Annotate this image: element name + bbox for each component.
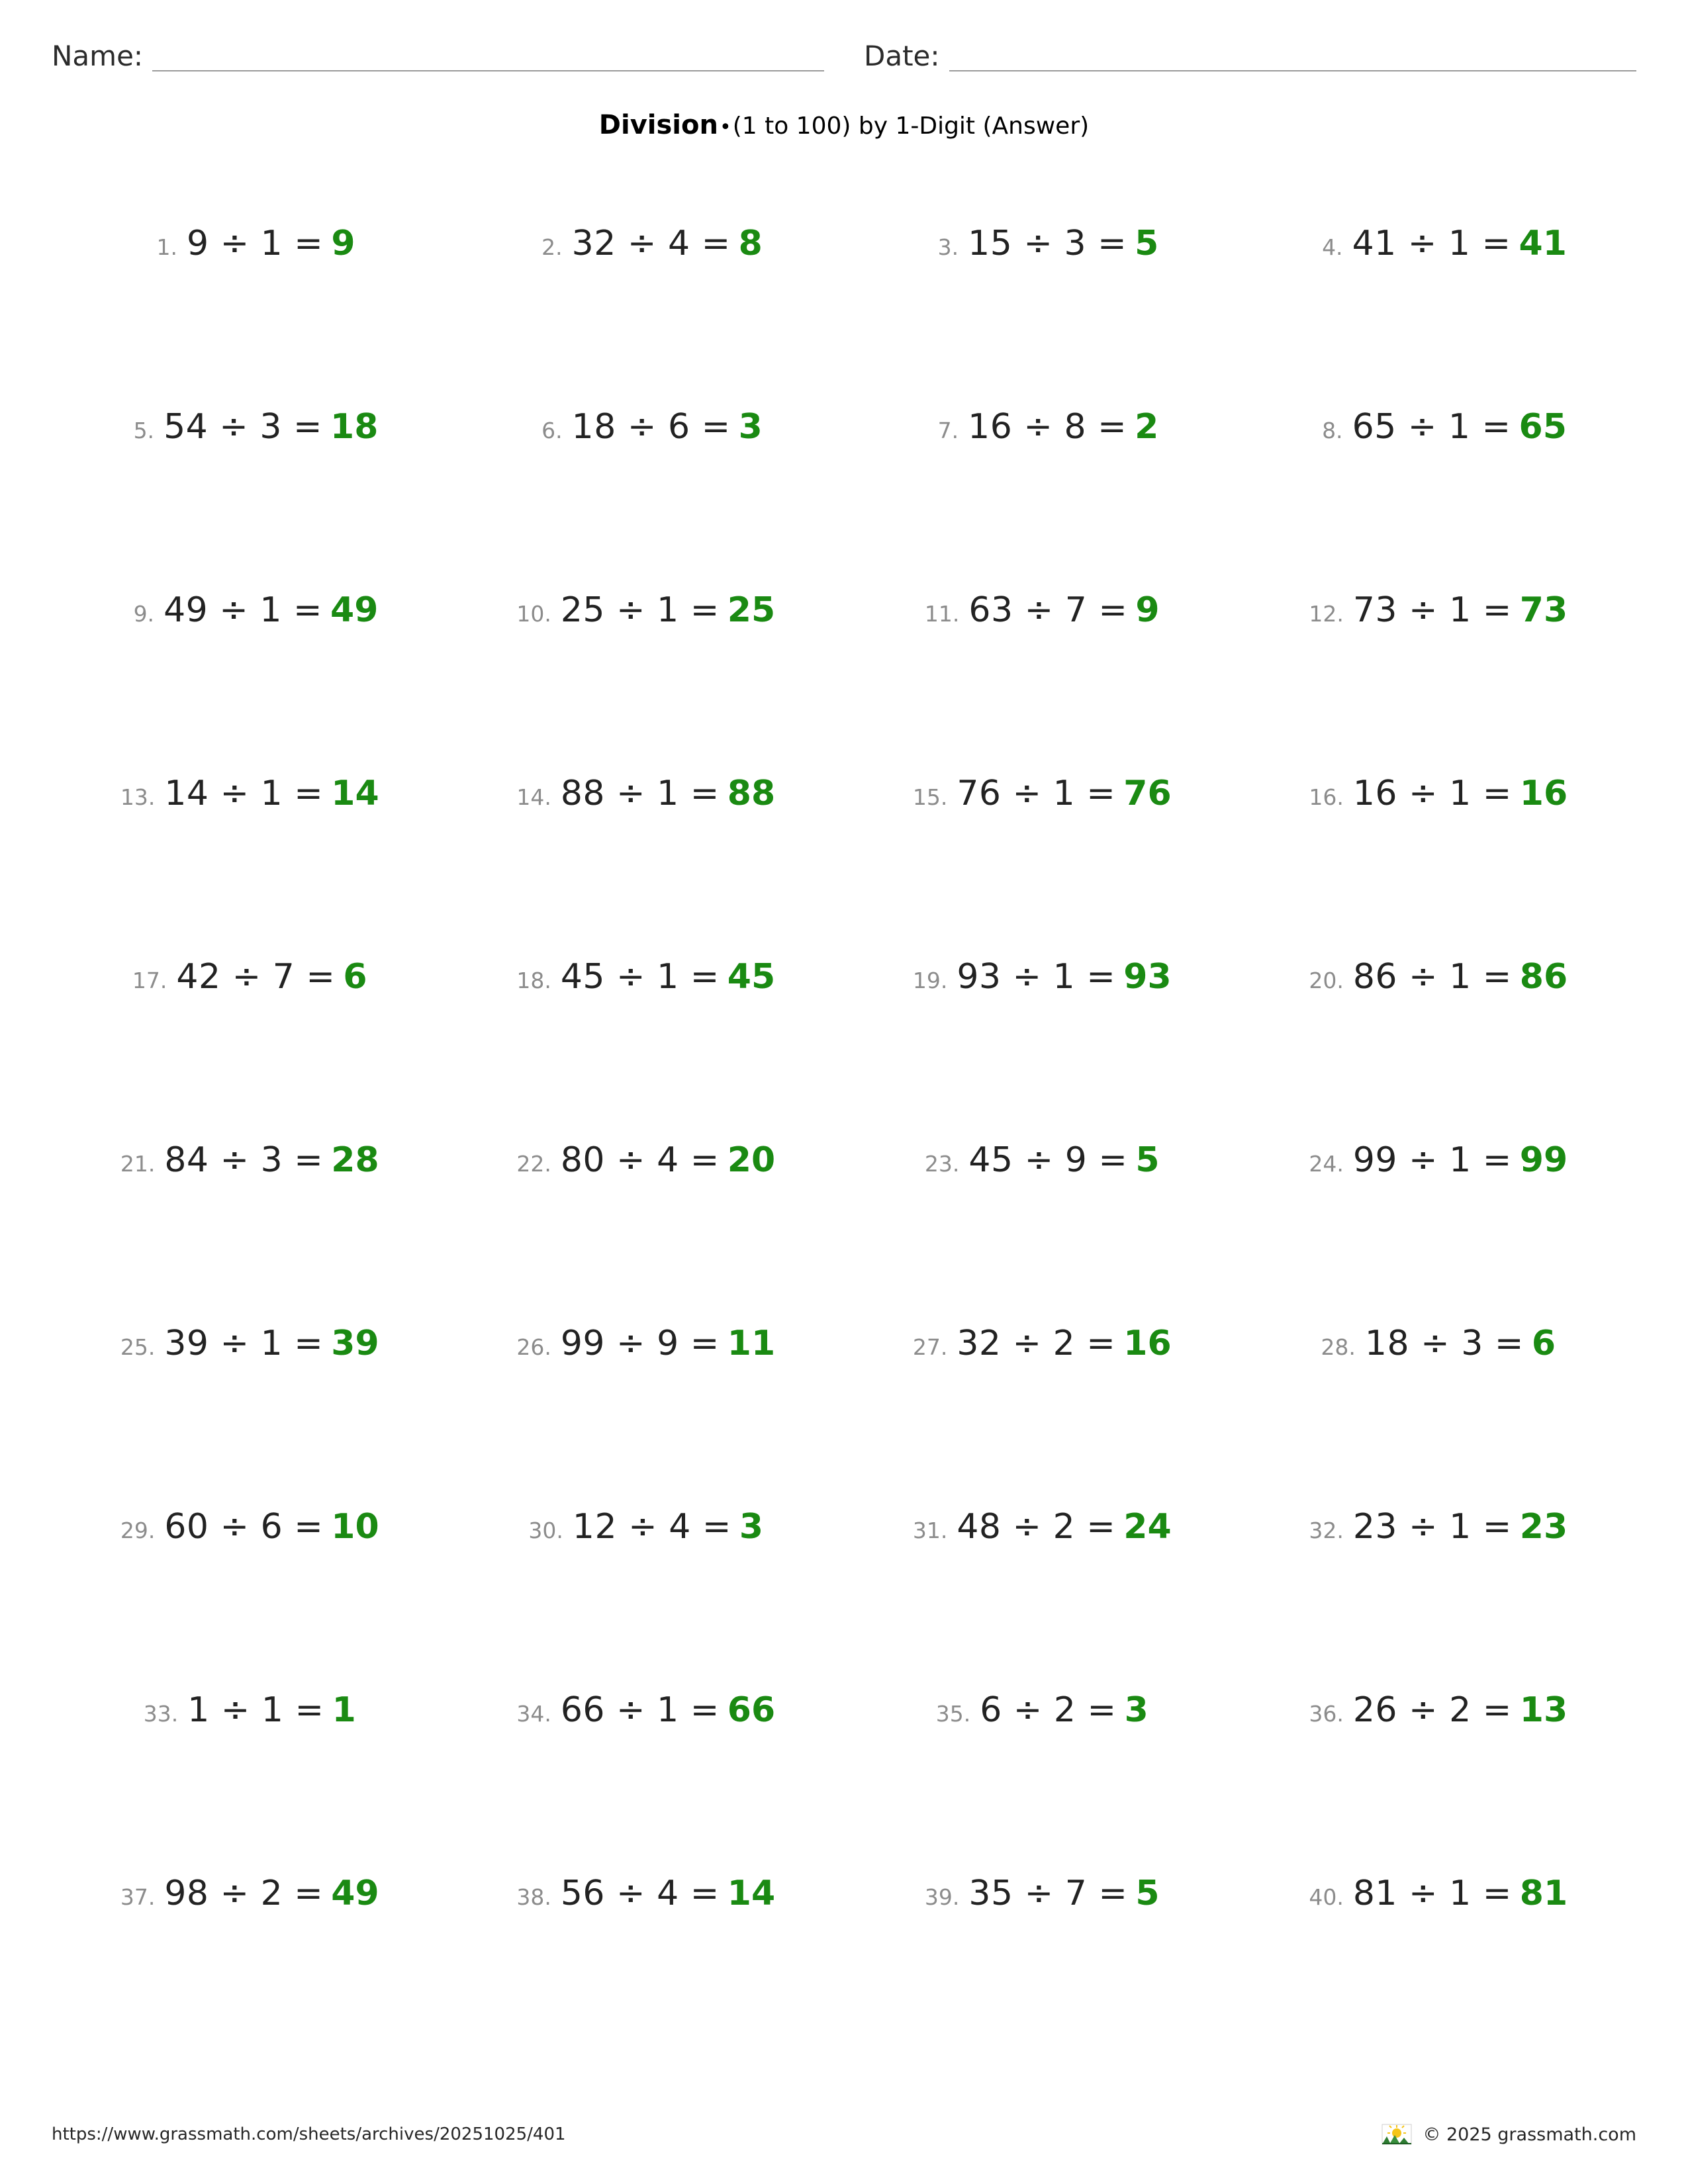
problem-answer: 16 [1519,774,1568,813]
problem-cell [844,1686,1241,1870]
problem-18 [516,957,775,997]
problem-16 [1309,774,1568,813]
problem-align-wrap [52,1874,448,1913]
problem-align-wrap [1241,590,1637,630]
problem-align-wrap [844,1874,1241,1913]
problem-13 [120,774,379,813]
problem-answer: 86 [1519,957,1568,997]
problem-expression: 6 ÷ 2 = [980,1690,1117,1730]
problem-expression: 93 ÷ 1 = [957,957,1116,997]
problem-answer: 41 [1519,224,1567,263]
problem-expression: 23 ÷ 1 = [1352,1507,1512,1547]
problem-cell [1241,770,1637,953]
problem-cell [448,403,845,586]
problem-3 [925,224,1158,263]
problem-cell [52,586,448,770]
problem-22 [516,1140,775,1180]
problem-cell [844,586,1241,770]
problem-expression: 60 ÷ 6 = [164,1507,324,1547]
problem-number: 39. [924,1884,960,1910]
problem-expression: 26 ÷ 2 = [1352,1690,1512,1730]
problem-expression: 84 ÷ 3 = [164,1140,324,1180]
problem-24 [1309,1140,1568,1180]
problem-19 [913,957,1172,997]
problem-26 [516,1324,775,1363]
problem-35 [936,1690,1149,1730]
problem-number: 14. [516,784,551,810]
problem-align-wrap [844,1324,1241,1363]
problem-number: 7. [937,418,959,443]
problem-number: 25. [120,1334,156,1360]
problem-expression: 76 ÷ 1 = [957,774,1116,813]
problem-number: 11. [924,601,960,627]
problem-answer: 24 [1123,1507,1172,1547]
problem-answer: 99 [1519,1140,1568,1180]
problem-answer: 65 [1519,407,1567,447]
problem-number: 19. [912,968,948,993]
problem-expression: 18 ÷ 6 = [571,407,731,447]
problem-10 [516,590,775,630]
problem-cell [52,1870,448,2053]
problem-36 [1309,1690,1568,1730]
problem-align-wrap [448,590,845,630]
problem-number: 6. [541,418,563,443]
problem-cell [844,953,1241,1136]
problem-answer: 45 [727,957,776,997]
problem-20 [1309,957,1568,997]
problem-align-wrap [844,1507,1241,1547]
problem-8 [1310,407,1567,447]
problem-number: 10. [516,601,551,627]
problem-answer: 5 [1135,1874,1160,1913]
problem-number: 5. [133,418,155,443]
problem-expression: 16 ÷ 1 = [1352,774,1512,813]
problem-align-wrap [1241,1690,1637,1730]
problem-align-wrap [1241,1324,1637,1363]
problem-number: 26. [516,1334,551,1360]
problem-expression: 39 ÷ 1 = [164,1324,324,1363]
problem-40 [1309,1874,1568,1913]
problem-cell [1241,1686,1637,1870]
problem-cell [448,586,845,770]
problem-number: 1. [156,234,177,260]
problem-6 [530,407,763,447]
problem-expression: 16 ÷ 8 = [968,407,1127,447]
date-field-group [864,40,1636,71]
problem-expression: 9 ÷ 1 = [186,224,324,263]
problem-7 [925,407,1158,447]
problem-cell [1241,586,1637,770]
problem-expression: 88 ÷ 1 = [560,774,720,813]
problem-expression: 54 ÷ 3 = [164,407,323,447]
problem-number: 29. [120,1518,156,1543]
problem-number: 18. [516,968,551,993]
problem-cell [52,953,448,1136]
problem-cell [844,403,1241,586]
problem-14 [516,774,775,813]
problem-number: 40. [1309,1884,1344,1910]
problem-number: 32. [1309,1518,1344,1543]
problem-12 [1309,590,1568,630]
problem-align-wrap [844,957,1241,997]
problem-27 [913,1324,1172,1363]
problem-expression: 56 ÷ 4 = [560,1874,720,1913]
problem-15 [913,774,1172,813]
name-field-group [52,40,824,71]
problem-25 [120,1324,379,1363]
date-input-line[interactable] [949,40,1636,71]
problem-cell [844,1320,1241,1503]
problem-number: 15. [912,784,948,810]
problem-expression: 41 ÷ 1 = [1352,224,1511,263]
problem-answer: 9 [1135,590,1160,630]
problem-answer: 10 [331,1507,379,1547]
problem-expression: 81 ÷ 1 = [1352,1874,1512,1913]
problem-align-wrap [448,957,845,997]
problem-cell [52,1686,448,1870]
problem-align-wrap [1241,774,1637,813]
header [52,40,1636,71]
problem-align-wrap [448,774,845,813]
problem-align-wrap [844,774,1241,813]
problem-expression: 49 ÷ 1 = [164,590,323,630]
problem-align-wrap [448,407,845,447]
problem-expression: 35 ÷ 7 = [968,1874,1128,1913]
problem-number: 8. [1322,418,1343,443]
problem-align-wrap [1241,224,1637,263]
problem-answer: 28 [331,1140,379,1180]
title-main: Division [598,110,718,140]
problem-cell [52,1503,448,1686]
problem-align-wrap [1241,1507,1637,1547]
problem-expression: 12 ÷ 4 = [572,1507,731,1547]
problem-cell [52,770,448,953]
problem-30 [528,1507,763,1547]
problem-answer: 49 [331,1874,379,1913]
problem-32 [1309,1507,1568,1547]
problem-number: 2. [541,234,563,260]
problem-answer: 3 [739,1507,764,1547]
problem-expression: 42 ÷ 7 = [176,957,336,997]
problem-38 [516,1874,775,1913]
problem-cell [844,1136,1241,1320]
problem-align-wrap [1241,957,1637,997]
problem-21 [120,1140,379,1180]
problem-answer: 11 [727,1324,776,1363]
problem-answer: 13 [1519,1690,1568,1730]
problem-number: 27. [912,1334,948,1360]
problem-answer: 14 [331,774,379,813]
problem-5 [121,407,378,447]
page-title [52,110,1636,140]
problem-answer: 8 [738,224,763,263]
problem-align-wrap [52,1690,448,1730]
problem-number: 3. [937,234,959,260]
problem-align-wrap [844,224,1241,263]
problem-cell [448,1320,845,1503]
problem-answer: 14 [727,1874,776,1913]
problem-number: 36. [1309,1701,1344,1727]
problem-cell [1241,1136,1637,1320]
footer [52,2122,1636,2147]
problem-cell [448,220,845,403]
problem-17 [132,957,367,997]
problem-expression: 15 ÷ 3 = [968,224,1127,263]
problem-28 [1321,1324,1556,1363]
problem-number: 20. [1309,968,1344,993]
problem-number: 22. [516,1151,551,1177]
problem-number: 16. [1309,784,1344,810]
problem-align-wrap [52,1140,448,1180]
problem-number: 34. [516,1701,551,1727]
problem-cell [52,1320,448,1503]
problem-align-wrap [844,1140,1241,1180]
problem-answer: 25 [727,590,776,630]
problem-answer: 88 [727,774,776,813]
problem-answer: 6 [343,957,367,997]
problem-expression: 18 ÷ 3 = [1364,1324,1524,1363]
problem-number: 38. [516,1884,551,1910]
problem-cell [844,220,1241,403]
problem-answer: 66 [727,1690,776,1730]
problem-align-wrap [844,407,1241,447]
problem-37 [120,1874,379,1913]
problem-answer: 3 [738,407,763,447]
problem-expression: 1 ÷ 1 = [187,1690,324,1730]
problem-expression: 45 ÷ 1 = [560,957,720,997]
problem-number: 28. [1321,1334,1356,1360]
problem-cell [1241,1870,1637,2053]
problem-answer: 5 [1135,224,1159,263]
problem-cell [448,953,845,1136]
problem-align-wrap [52,407,448,447]
problem-align-wrap [844,590,1241,630]
name-input-line[interactable] [152,40,824,71]
problem-expression: 99 ÷ 1 = [1352,1140,1512,1180]
problem-cell [1241,1503,1637,1686]
problem-cell [448,1686,845,1870]
problem-31 [913,1507,1172,1547]
problem-expression: 48 ÷ 2 = [957,1507,1116,1547]
date-label: Date: [864,39,940,72]
footer-brand [1382,2122,1636,2147]
problem-cell [844,770,1241,953]
sun-over-grass-icon [1382,2122,1412,2147]
problem-answer: 20 [727,1140,776,1180]
problem-number: 35. [935,1701,971,1727]
problem-align-wrap [448,1140,845,1180]
problem-align-wrap [52,957,448,997]
title-separator: • [719,116,731,139]
problem-align-wrap [448,224,845,263]
problem-number: 23. [924,1151,960,1177]
problem-answer: 16 [1123,1324,1172,1363]
problem-cell [1241,953,1637,1136]
problem-number: 21. [120,1151,156,1177]
problem-expression: 99 ÷ 9 = [560,1324,720,1363]
problem-23 [925,1140,1160,1180]
problem-answer: 93 [1123,957,1172,997]
problem-answer: 6 [1531,1324,1556,1363]
problem-align-wrap [448,1324,845,1363]
problem-expression: 14 ÷ 1 = [164,774,324,813]
problem-number: 24. [1309,1151,1344,1177]
problem-expression: 80 ÷ 4 = [560,1140,720,1180]
problem-cell [844,1503,1241,1686]
problem-29 [120,1507,379,1547]
problem-2 [530,224,763,263]
problem-align-wrap [52,1324,448,1363]
problem-cell [844,1870,1241,2053]
problem-number: 33. [143,1701,179,1727]
problem-cell [1241,220,1637,403]
problem-number: 9. [133,601,155,627]
problem-align-wrap [448,1507,845,1547]
problem-number: 37. [120,1884,156,1910]
problem-cell [1241,403,1637,586]
name-label: Name: [52,39,144,72]
problem-cell [1241,1320,1637,1503]
problem-answer: 81 [1519,1874,1568,1913]
problem-cell [448,770,845,953]
problem-align-wrap [1241,407,1637,447]
problem-number: 12. [1309,601,1344,627]
problem-number: 30. [528,1518,563,1543]
problem-expression: 32 ÷ 4 = [571,224,731,263]
problem-expression: 25 ÷ 1 = [560,590,720,630]
problem-expression: 73 ÷ 1 = [1352,590,1512,630]
problem-cell [448,1870,845,2053]
problem-expression: 65 ÷ 1 = [1352,407,1511,447]
problem-expression: 32 ÷ 2 = [957,1324,1116,1363]
problem-align-wrap [52,590,448,630]
problem-answer: 76 [1123,774,1172,813]
problem-4 [1310,224,1567,263]
problem-answer: 23 [1519,1507,1568,1547]
problem-number: 31. [912,1518,948,1543]
problem-cell [448,1503,845,1686]
problem-number: 17. [132,968,167,993]
problem-expression: 63 ÷ 7 = [968,590,1128,630]
problem-cell [52,403,448,586]
problem-1 [144,224,355,263]
problem-answer: 18 [330,407,379,447]
problem-39 [925,1874,1160,1913]
problem-cell [52,1136,448,1320]
problem-answer: 39 [331,1324,379,1363]
problem-answer: 1 [332,1690,356,1730]
problem-align-wrap [844,1690,1241,1730]
problem-expression: 66 ÷ 1 = [560,1690,720,1730]
problem-align-wrap [448,1690,845,1730]
problem-answer: 5 [1135,1140,1160,1180]
problem-align-wrap [1241,1140,1637,1180]
problem-expression: 45 ÷ 9 = [968,1140,1128,1180]
footer-copyright: © 2025 grassmath.com [1423,2124,1636,2145]
problem-answer: 73 [1519,590,1568,630]
problem-answer: 9 [331,224,355,263]
problem-align-wrap [52,224,448,263]
problem-expression: 98 ÷ 2 = [164,1874,324,1913]
problem-34 [516,1690,775,1730]
problem-33 [144,1690,356,1730]
problem-align-wrap [52,774,448,813]
problem-11 [925,590,1160,630]
problem-align-wrap [52,1507,448,1547]
problem-number: 13. [120,784,156,810]
title-subtitle: (1 to 100) by 1-Digit (Answer) [732,113,1090,140]
problem-answer: 3 [1124,1690,1149,1730]
problem-answer: 49 [330,590,379,630]
problem-align-wrap [448,1874,845,1913]
problem-answer: 2 [1135,407,1159,447]
problem-cell [52,220,448,403]
problem-expression: 86 ÷ 1 = [1352,957,1512,997]
problem-9 [121,590,378,630]
problem-align-wrap [1241,1874,1637,1913]
problem-cell [448,1136,845,1320]
problem-number: 4. [1322,234,1343,260]
footer-url[interactable]: https://www.grassmath.com/sheets/archives/20251025/401 [52,2124,566,2144]
problem-grid [52,220,1636,2053]
